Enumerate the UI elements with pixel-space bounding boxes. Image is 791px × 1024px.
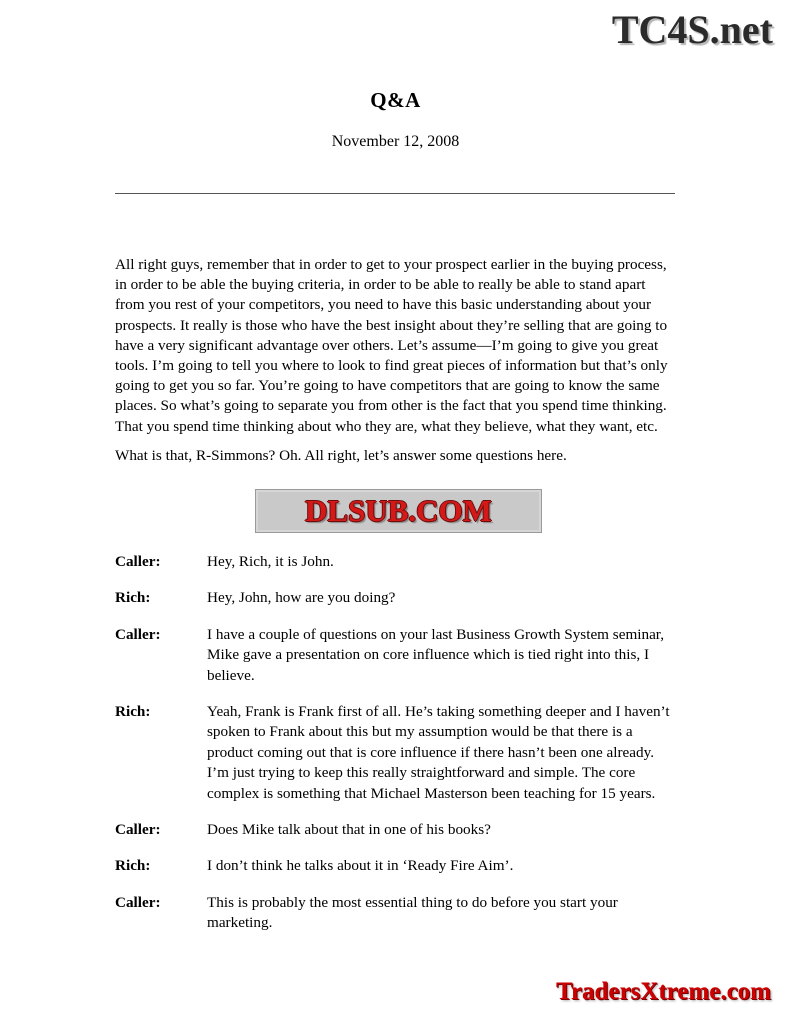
transcript-row	[115, 856, 675, 876]
speaker-text: This is probably the most essential thing to do before you start your marketing.	[207, 893, 618, 932]
page-title: Q&A	[370, 88, 421, 112]
speaker-text: Does Mike talk about that in one of his books?	[207, 821, 491, 839]
speaker-text: I don’t think he talks about it in ‘Ready Fire Aim’.	[207, 857, 514, 875]
horizontal-divider	[115, 193, 675, 194]
dlsub-watermark-text: DLSUB.COM	[305, 493, 492, 528]
speaker-text: Yeah, Frank is Frank first of all. He’s taking something deeper and I haven’t spoken to Frank about this but my assumption would be that there is a product coming out that is core influence if there hasn’t been one already. I’m just trying to keep this really straightforward and simple. The core complex is something that Michael Masterson been teaching for 15 years.	[207, 703, 670, 802]
transcript-row	[115, 588, 675, 608]
tradersxtreme-watermark: TradersXtreme.com	[556, 978, 771, 1005]
speaker-label: Rich:	[115, 703, 151, 721]
speaker-label: Rich:	[115, 589, 151, 607]
speaker-text: Hey, Rich, it is John.	[207, 553, 334, 570]
intro-paragraph-2: What is that, R-Simmons? Oh. All right, let’s answer some questions here.	[115, 447, 567, 464]
speaker-text: I have a couple of questions on your last Business Growth System seminar, Mike gave a presentation on core influence which is tied right into this, I believe.	[207, 625, 665, 684]
transcript-row	[115, 820, 675, 840]
dlsub-watermark	[255, 489, 542, 533]
intro-paragraph-1: All right guys, remember that in order to get to your prospect earlier in the buying process, in order to be able the buying criteria, in order to be able to really be able to stand apart from you rest of your competitors, you need to have this basic understanding about your prospects. It really is those who have the best insight about they’re selling that are going to have a very significant advantage over others. Let’s assume—I’m going to give you great tools. I’m going to tell you where to look to find great pieces of information but that’s only going to get you so far. You’re going to have competitors that are going to know the same places. So what’s going to separate you from other is the fact that you spend time thinking. That you spend time thinking about who they are, what they believe, what they want, etc.	[115, 256, 668, 435]
transcript-row	[115, 625, 675, 686]
speaker-text: Hey, John, how are you doing?	[207, 589, 396, 607]
speaker-label: Caller:	[115, 625, 161, 643]
tc4s-watermark: TC4S.net	[611, 7, 773, 52]
transcript-row	[115, 702, 675, 804]
speaker-label: Caller:	[115, 553, 161, 570]
transcript-row	[115, 893, 675, 934]
speaker-label: Caller:	[115, 821, 161, 839]
speaker-label: Caller:	[115, 893, 161, 911]
transcript-list	[115, 552, 675, 950]
document-date: November 12, 2008	[331, 133, 460, 150]
speaker-label: Rich:	[115, 857, 151, 875]
transcript-row	[115, 552, 675, 572]
